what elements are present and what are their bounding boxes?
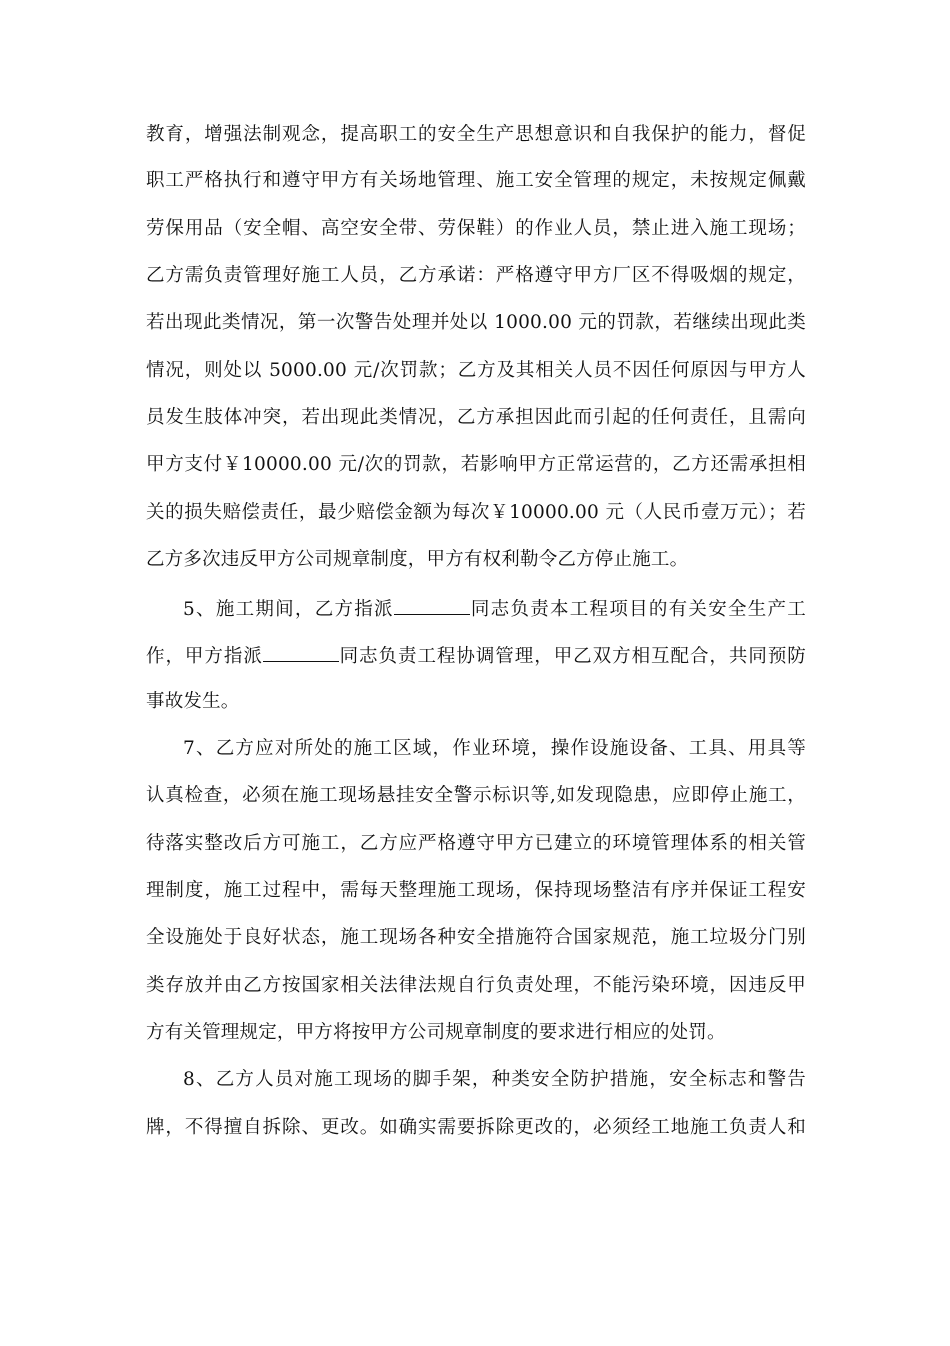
text-line: 牌，不得擅自拆除、更改。如确实需要拆除更改的，必须经工地施工负责人和	[146, 1117, 806, 1138]
text-line: 乙方多次违反甲方公司规章制度，甲方有权利勒令乙方停止施工。	[146, 549, 689, 570]
text-fragment: 作，甲方指派	[146, 646, 263, 667]
text-line: 教育，增强法制观念，提高职工的安全生产思想意识和自我保护的能力，督促	[146, 124, 806, 145]
text-line: 乙方需负责管理好施工人员，乙方承诺：严格遵守甲方厂区不得吸烟的规定，	[146, 265, 806, 286]
text-line: 8、乙方人员对施工现场的脚手架，种类安全防护措施，安全标志和警告	[183, 1069, 806, 1090]
text-fragment: 同志负责工程协调管理，甲乙双方相互配合，共同预防	[338, 646, 807, 667]
text-line: 类存放并由乙方按国家相关法律法规自行负责处理，不能污染环境，因违反甲	[146, 975, 806, 996]
text-line: 待落实整改后方可施工，乙方应严格遵守甲方已建立的环境管理体系的相关管	[146, 833, 806, 854]
blank-field	[263, 639, 339, 662]
blank-field	[394, 592, 470, 615]
text-line: 情况，则处以 5000.00 元/次罚款；乙方及其相关人员不因任何原因与甲方人	[146, 360, 806, 381]
text-line: 职工严格执行和遵守甲方有关场地管理、施工安全管理的规定，未按规定佩戴	[146, 170, 806, 191]
text-line: 员发生肢体冲突，若出现此类情况，乙方承担因此而引起的任何责任，且需向	[146, 407, 806, 428]
text-line: 劳保用品（安全帽、高空安全带、劳保鞋）的作业人员，禁止进入施工现场；	[146, 218, 806, 239]
text-line: 甲方支付￥10000.00 元/次的罚款，若影响甲方正常运营的，乙方还需承担相	[146, 454, 806, 475]
paragraph-5-line-1	[183, 592, 806, 622]
text-line: 全设施处于良好状态，施工现场各种安全措施符合国家规范，施工垃圾分门别	[146, 927, 806, 948]
text-fragment: 5、施工期间，乙方指派	[183, 599, 394, 620]
text-line: 关的损失赔偿责任，最少赔偿金额为每次￥10000.00 元（人民币壹万元）；若	[146, 502, 806, 523]
paragraph-5-line-2	[146, 639, 806, 669]
text-line: 事故发生。	[146, 691, 240, 712]
text-line: 7、乙方应对所处的施工区域，作业环境，操作设施设备、工具、用具等	[183, 738, 806, 759]
text-line: 若出现此类情况，第一次警告处理并处以 1000.00 元的罚款，若继续出现此类	[146, 312, 806, 333]
text-line: 理制度，施工过程中，需每天整理施工现场，保持现场整洁有序并保证工程安	[146, 880, 806, 901]
text-line: 认真检查，必须在施工现场悬挂安全警示标识等,如发现隐患，应即停止施工，	[146, 785, 806, 806]
text-line: 方有关管理规定，甲方将按甲方公司规章制度的要求进行相应的处罚。	[146, 1022, 726, 1043]
text-fragment: 同志负责本工程项目的有关安全生产工	[469, 599, 806, 620]
